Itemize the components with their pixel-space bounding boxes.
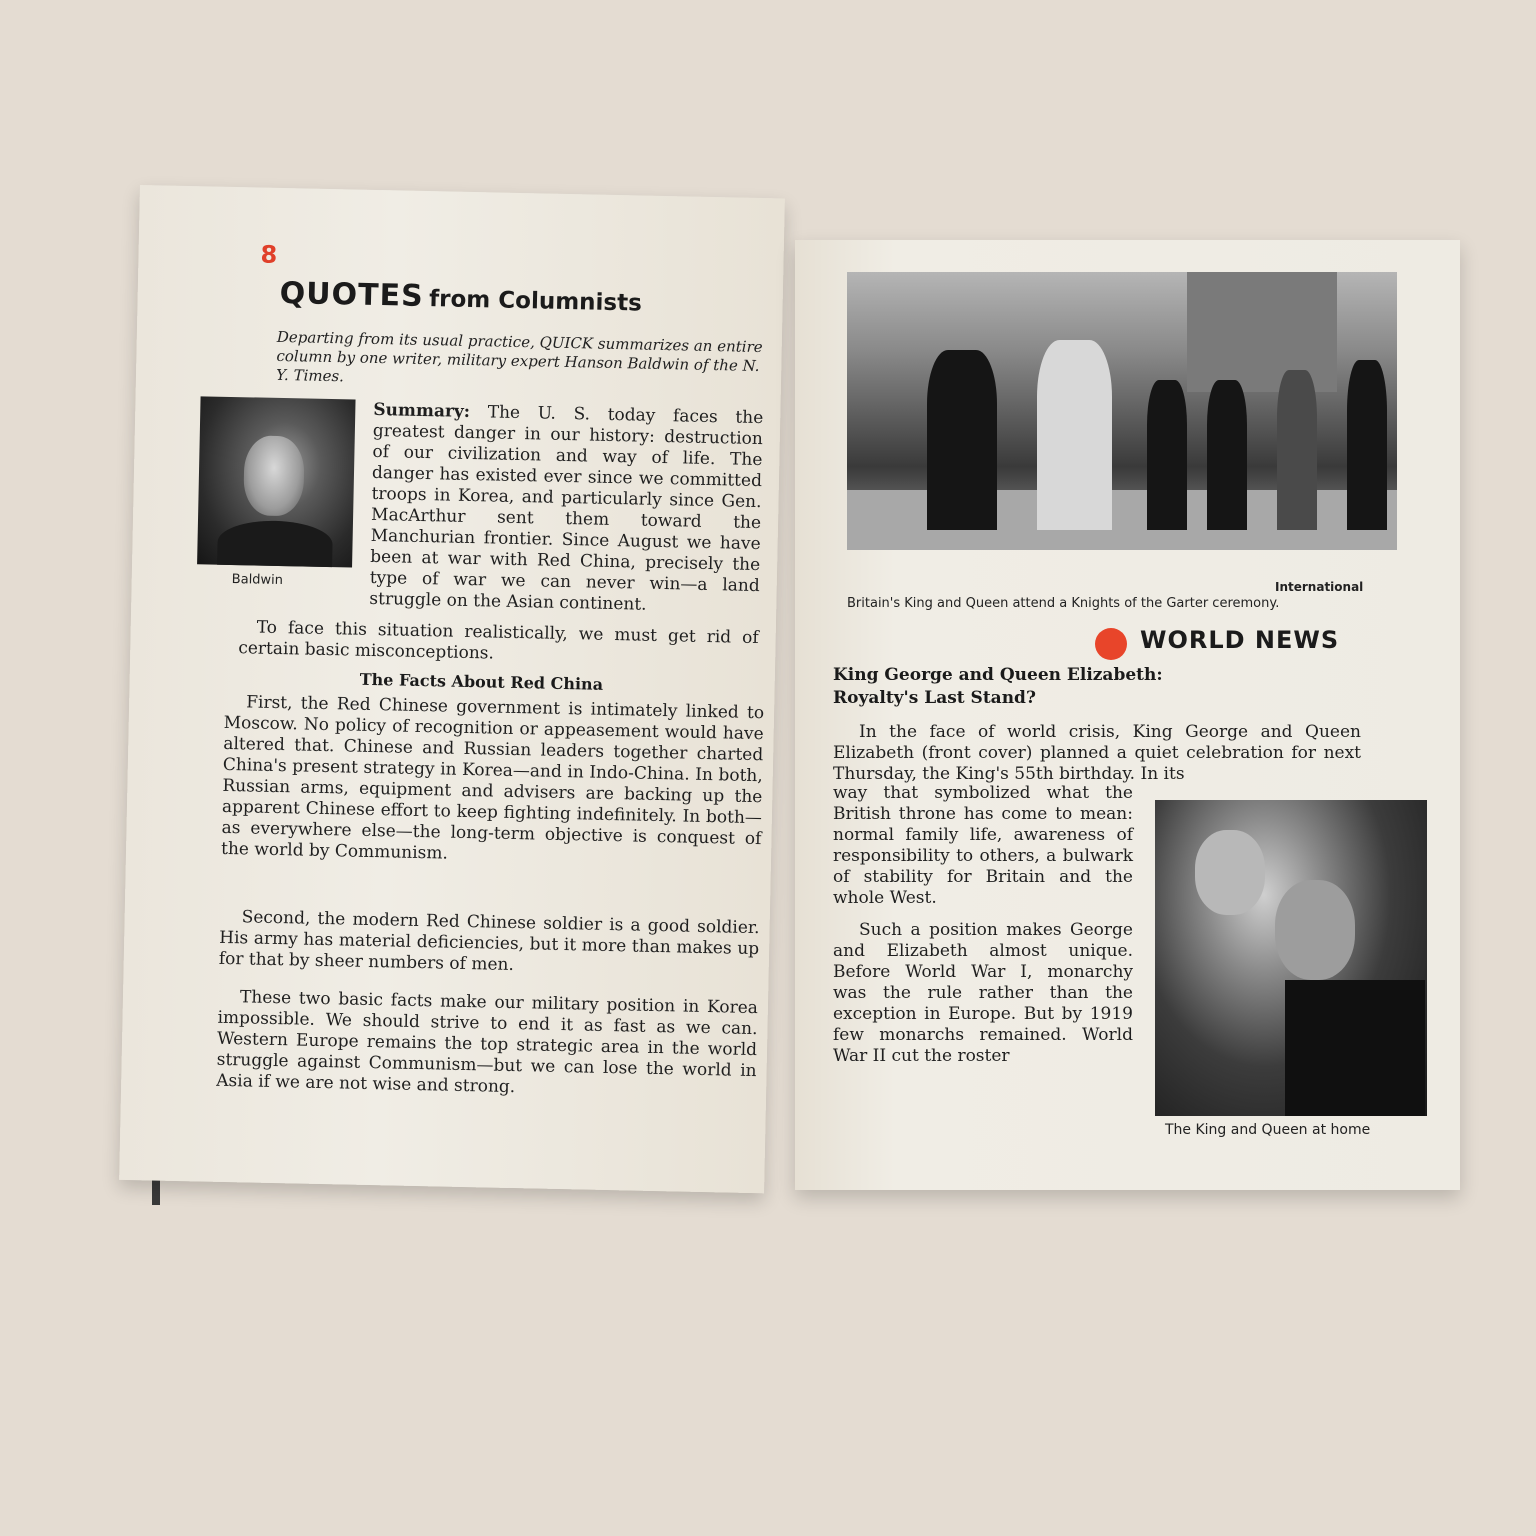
garter-ceremony-photo — [847, 272, 1397, 550]
baldwin-suit — [217, 520, 333, 567]
headline-line-1: King George and Queen Elizabeth: — [833, 665, 1163, 685]
paragraph-1: First, the Red Chinese government is intimately linked to Moscow. No policy of recognition or appeasement would have altered that. Chinese and Russian leaders together charted China's present strategy in Korea—and in Indo-China. In both, Russian arms, equipment and advisers are backing up the apparent Chinese effort to keep fighting indefinitely. In both—as everywhere else—the long-term objective is conquest of the world by Communism. — [220, 692, 765, 864]
article-paragraph-2: Such a position makes George and Elizabeth almost unique. Before World War I, monarchy was the rule rather than the exception in Europe. But by 1919 few monarchs remained. World War II cut the roster — [833, 920, 1133, 1066]
figure-queen — [1037, 340, 1112, 530]
figure-officer — [1347, 360, 1387, 530]
summary-paragraph — [369, 400, 763, 618]
page-number: 8 — [260, 240, 278, 269]
figure-guard — [1147, 380, 1187, 530]
article-paragraph-1: In the face of world crisis, King George and Queen Elizabeth (front cover) planned a quiet celebration for next Thursday, the King's 55th birthday. In its — [833, 722, 1361, 784]
summary-text: The U. S. today faces the greatest danger in our history: destruction of our civilization and way of life. The danger has existed ever since we committed troops in Korea, and particularly since Gen. MacArthur sent them toward the Manchurian frontier. Since August we have been at war with Red China, precisely the type of war we can never win—a land struggle on the Asian continent. — [369, 402, 764, 615]
baldwin-photo — [197, 396, 355, 567]
article-headline — [833, 664, 1163, 710]
king-queen-home-photo — [1155, 800, 1427, 1116]
section-bullet-icon — [1095, 628, 1127, 660]
open-booklet — [140, 185, 1480, 1195]
castle-tower — [1187, 272, 1337, 392]
left-page — [119, 185, 785, 1193]
figure-officer — [1277, 370, 1317, 530]
figure-guard — [1207, 380, 1247, 530]
summary-paragraph-2: To face this situation realistically, we must get rid of certain basic misconceptions. — [238, 617, 759, 664]
paragraph-2: Second, the modern Red Chinese soldier is a good soldier. His army has material deficiencies, but it more than makes up for that by sheer numbers of men. — [218, 907, 760, 975]
queen-figure — [1195, 830, 1265, 915]
subhead-red-china: The Facts About Red China — [359, 669, 604, 694]
king-suit — [1285, 980, 1425, 1116]
paragraph-3: These two basic facts make our military position in Korea impossible. We should strive to end it as fast as we can. Western Europe remains the top strategic area in the world struggle against Communism—but we can lose the world in Asia if we are not wise and strong. — [216, 987, 759, 1098]
title-columnists: from Columnists — [428, 286, 643, 317]
home-photo-caption: The King and Queen at home — [1165, 1122, 1371, 1138]
photo-credit: International — [1275, 580, 1364, 594]
article-paragraph-1-cont: way that symbolized what the British throne has come to mean: normal family life, awareness of responsibility to others, a bulwark of stability for Britain and the whole West. — [833, 783, 1133, 908]
figure-king — [927, 350, 997, 530]
headline-line-2: Royalty's Last Stand? — [833, 688, 1036, 708]
title-quotes: QUOTES — [279, 275, 425, 314]
king-figure — [1275, 880, 1355, 980]
intro-text: Departing from its usual practice, QUICK summarizes an entire column by one writer, military expert Hanson Baldwin of the N. Y. Times. — [275, 327, 763, 386]
summary-label: Summary: — [373, 399, 471, 422]
right-page — [795, 240, 1460, 1190]
section-title: WORLD NEWS — [1140, 626, 1340, 654]
baldwin-caption: Baldwin — [231, 572, 284, 589]
garter-caption: Britain's King and Queen attend a Knights of the Garter ceremony. — [847, 596, 1280, 611]
page-title — [279, 276, 642, 319]
baldwin-face — [243, 435, 305, 516]
